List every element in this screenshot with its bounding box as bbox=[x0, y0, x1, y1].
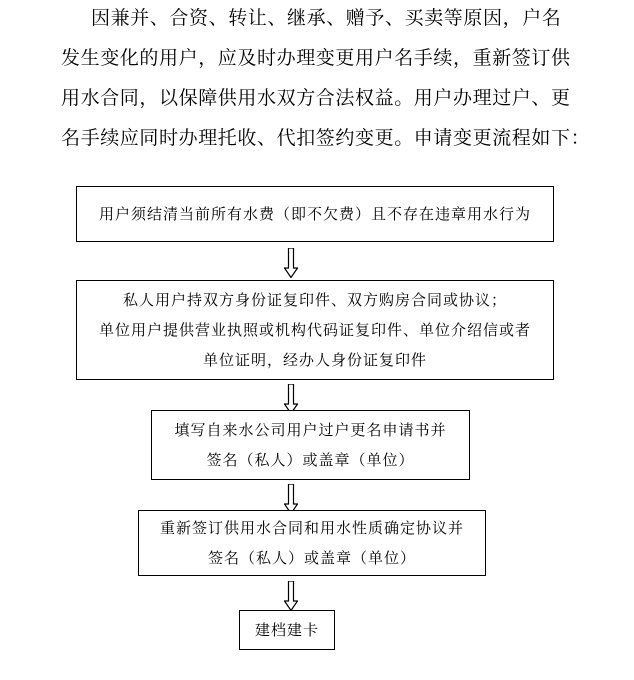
flow-step-5-box bbox=[239, 610, 335, 650]
intro-line-1: 因兼并、合资、转让、继承、赠予、买卖等原因，户名 bbox=[91, 7, 562, 29]
flow-step-2-line-3: 单位证明，经办人身份证复印件 bbox=[202, 351, 427, 369]
flow-step-4-box bbox=[138, 510, 486, 576]
intro-line-2: 发生变化的用户，应及时办理变更用户名手续，重新签订供 bbox=[61, 47, 571, 69]
hollow-down-arrow-icon bbox=[284, 581, 298, 611]
flow-step-3-line-2: 签名（私人）或盖章（单位） bbox=[206, 451, 415, 469]
flow-step-4-line-2: 签名（私人）或盖章（单位） bbox=[207, 549, 416, 567]
flow-step-1-text: 用户须结清当前所有水费（即不欠费）且不存在违章用水行为 bbox=[98, 205, 531, 223]
flow-step-1-box bbox=[76, 186, 554, 242]
flow-step-3-box bbox=[151, 410, 470, 480]
hollow-down-arrow-icon bbox=[284, 248, 298, 278]
flow-step-2-box bbox=[76, 280, 554, 380]
flow-step-4-line-1: 重新签订供用水合同和用水性质确定协议并 bbox=[159, 519, 464, 537]
flow-step-2-line-2: 单位用户提供营业执照或机构代码证复印件、单位介绍信或者 bbox=[98, 321, 531, 339]
flow-step-5-text: 建档建卡 bbox=[254, 621, 319, 639]
flow-step-2-line-1: 私人用户持双方身份证复印件、双方购房合同或协议； bbox=[122, 291, 507, 309]
flow-step-3-line-1: 填写自来水公司用户过户更名申请书并 bbox=[174, 421, 447, 439]
intro-line-3: 用水合同，以保障供用水双方合法权益。用户办理过户、更 bbox=[61, 87, 571, 109]
intro-line-4: 名手续应同时办理托收、代扣签约变更。申请变更流程如下： bbox=[61, 127, 591, 149]
